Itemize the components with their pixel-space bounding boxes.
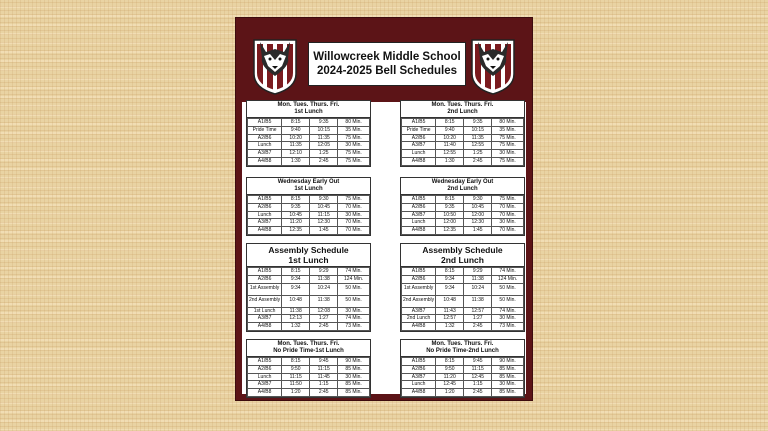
- end-time-cell: 9:29: [464, 268, 492, 276]
- end-time-cell: 11:35: [310, 134, 338, 142]
- duration-cell: 75 Min.: [492, 157, 524, 165]
- table-row: [248, 283, 370, 295]
- table-row: [248, 295, 370, 307]
- table-row: [402, 268, 524, 276]
- period-cell: Lunch: [402, 219, 436, 227]
- start-time-cell: 10:50: [436, 211, 464, 219]
- end-time-cell: 12:00: [464, 211, 492, 219]
- start-time-cell: 8:15: [282, 119, 310, 127]
- end-time-cell: 12:30: [464, 219, 492, 227]
- table-row: [248, 307, 370, 315]
- start-time-cell: 10:45: [282, 211, 310, 219]
- table-row: [248, 358, 370, 366]
- schedule-card: [400, 339, 525, 398]
- start-time-cell: 9:34: [282, 275, 310, 283]
- end-time-cell: 2:45: [310, 323, 338, 331]
- table-row: [402, 219, 524, 227]
- schedule-subheading: 1st Lunch: [288, 255, 329, 265]
- start-time-cell: 8:15: [282, 358, 310, 366]
- table-row: [248, 211, 370, 219]
- table-row: [248, 381, 370, 389]
- period-cell: A2/B6: [248, 365, 282, 373]
- start-time-cell: 10:48: [282, 295, 310, 307]
- start-time-cell: 11:35: [282, 142, 310, 150]
- period-cell: 2nd Assembly: [402, 295, 436, 307]
- end-time-cell: 9:35: [464, 119, 492, 127]
- start-time-cell: 9:34: [436, 275, 464, 283]
- end-time-cell: 9:45: [310, 358, 338, 366]
- duration-cell: 30 Min.: [338, 307, 370, 315]
- start-time-cell: 1:32: [282, 323, 310, 331]
- schedule-table: [401, 357, 524, 397]
- schedule-table: [247, 118, 370, 166]
- period-cell: A1/B5: [402, 196, 436, 204]
- table-row: [402, 381, 524, 389]
- period-cell: Lunch: [402, 150, 436, 158]
- end-time-cell: 11:35: [464, 134, 492, 142]
- table-row: [248, 119, 370, 127]
- table-row: [248, 219, 370, 227]
- period-cell: Lunch: [248, 373, 282, 381]
- period-cell: Pride Time: [402, 126, 436, 134]
- schedule-title: 2024-2025 Bell Schedules: [317, 65, 457, 77]
- duration-cell: 74 Min.: [338, 268, 370, 276]
- duration-cell: 75 Min.: [492, 134, 524, 142]
- end-time-cell: 1:25: [310, 150, 338, 158]
- end-time-cell: 9:45: [464, 358, 492, 366]
- period-cell: A1/B5: [248, 358, 282, 366]
- period-cell: A4/B8: [248, 389, 282, 397]
- start-time-cell: 8:15: [436, 358, 464, 366]
- start-time-cell: 9:34: [436, 283, 464, 295]
- period-cell: A2/B6: [248, 134, 282, 142]
- schedule-title: [247, 178, 370, 195]
- duration-cell: 70 Min.: [338, 227, 370, 235]
- start-time-cell: 8:15: [436, 268, 464, 276]
- duration-cell: 85 Min.: [338, 381, 370, 389]
- end-time-cell: 2:45: [464, 323, 492, 331]
- table-row: [402, 307, 524, 315]
- table-row: [248, 275, 370, 283]
- duration-cell: 75 Min.: [338, 150, 370, 158]
- table-row: [248, 227, 370, 235]
- duration-cell: 85 Min.: [492, 365, 524, 373]
- duration-cell: 80 Min.: [492, 119, 524, 127]
- schedule-title: [247, 244, 370, 267]
- period-cell: A3/B7: [402, 211, 436, 219]
- start-time-cell: 9:50: [282, 365, 310, 373]
- table-row: [248, 315, 370, 323]
- start-time-cell: 9:50: [436, 365, 464, 373]
- start-time-cell: 9:40: [282, 126, 310, 134]
- schedule-table: [401, 118, 524, 166]
- table-row: [248, 268, 370, 276]
- duration-cell: 50 Min.: [338, 295, 370, 307]
- duration-cell: 85 Min.: [492, 389, 524, 397]
- start-time-cell: 10:48: [436, 295, 464, 307]
- duration-cell: 30 Min.: [492, 150, 524, 158]
- end-time-cell: 2:45: [310, 389, 338, 397]
- end-time-cell: 1:15: [310, 381, 338, 389]
- schedule-title: [247, 340, 370, 357]
- schedule-table: [401, 195, 524, 235]
- period-cell: A3/B7: [248, 219, 282, 227]
- duration-cell: 74 Min.: [338, 315, 370, 323]
- start-time-cell: 9:34: [282, 283, 310, 295]
- schedule-table: [401, 267, 524, 331]
- end-time-cell: 11:38: [464, 275, 492, 283]
- start-time-cell: 8:15: [436, 119, 464, 127]
- schedule-heading: Mon. Tues. Thurs. Fri.: [431, 341, 494, 347]
- end-time-cell: 2:45: [464, 157, 492, 165]
- start-time-cell: 10:20: [282, 134, 310, 142]
- duration-cell: 75 Min.: [492, 196, 524, 204]
- end-time-cell: 10:45: [464, 203, 492, 211]
- schedule-heading: Mon. Tues. Thurs. Fri.: [277, 341, 340, 347]
- end-time-cell: 9:30: [464, 196, 492, 204]
- header-band: [242, 24, 526, 102]
- table-row: [402, 358, 524, 366]
- start-time-cell: 1:20: [282, 389, 310, 397]
- schedule-subheading: 1st Lunch: [294, 186, 323, 192]
- duration-cell: 75 Min.: [338, 196, 370, 204]
- schedule-heading: Mon. Tues. Thurs. Fri.: [277, 102, 340, 108]
- start-time-cell: 11:15: [282, 373, 310, 381]
- duration-cell: 50 Min.: [492, 283, 524, 295]
- period-cell: A3/B7: [402, 373, 436, 381]
- table-row: [402, 150, 524, 158]
- end-time-cell: 10:24: [464, 283, 492, 295]
- table-row: [248, 134, 370, 142]
- start-time-cell: 11:50: [282, 381, 310, 389]
- table-row: [402, 283, 524, 295]
- end-time-cell: 1:45: [310, 227, 338, 235]
- duration-cell: 73 Min.: [338, 323, 370, 331]
- duration-cell: 75 Min.: [338, 157, 370, 165]
- duration-cell: 124 Min.: [492, 275, 524, 283]
- end-time-cell: 1:27: [464, 315, 492, 323]
- start-time-cell: 12:55: [436, 150, 464, 158]
- start-time-cell: 8:15: [282, 196, 310, 204]
- period-cell: A4/B8: [248, 227, 282, 235]
- period-cell: 2nd Lunch: [402, 315, 436, 323]
- duration-cell: 30 Min.: [338, 373, 370, 381]
- period-cell: A4/B8: [248, 157, 282, 165]
- schedule-card: [246, 339, 371, 398]
- end-time-cell: 11:15: [310, 365, 338, 373]
- end-time-cell: 2:45: [310, 157, 338, 165]
- duration-cell: 30 Min.: [492, 315, 524, 323]
- schedule-subheading: No Pride Time-1st Lunch: [273, 348, 344, 354]
- duration-cell: 74 Min.: [492, 307, 524, 315]
- schedule-table: [247, 267, 370, 331]
- table-row: [402, 203, 524, 211]
- period-cell: 1st Lunch: [248, 307, 282, 315]
- start-time-cell: 1:20: [436, 389, 464, 397]
- end-time-cell: 10:15: [310, 126, 338, 134]
- table-row: [402, 373, 524, 381]
- end-time-cell: 12:05: [310, 142, 338, 150]
- duration-cell: 85 Min.: [492, 373, 524, 381]
- period-cell: 2nd Assembly: [248, 295, 282, 307]
- start-time-cell: 8:15: [436, 196, 464, 204]
- schedule-card: [400, 100, 525, 167]
- duration-cell: 70 Min.: [492, 211, 524, 219]
- table-row: [402, 196, 524, 204]
- schedule-card: [400, 243, 525, 332]
- start-time-cell: 10:20: [436, 134, 464, 142]
- period-cell: A2/B6: [402, 275, 436, 283]
- schedule-subheading: 2nd Lunch: [447, 109, 478, 115]
- period-cell: Pride Time: [248, 126, 282, 134]
- period-cell: A1/B5: [402, 358, 436, 366]
- schedule-card: [246, 177, 371, 236]
- schedule-card: [400, 177, 525, 236]
- end-time-cell: 9:29: [310, 268, 338, 276]
- duration-cell: 70 Min.: [338, 203, 370, 211]
- duration-cell: 30 Min.: [492, 219, 524, 227]
- duration-cell: 124 Min.: [338, 275, 370, 283]
- schedule-subheading: 2nd Lunch: [447, 186, 478, 192]
- schedule-table: [247, 357, 370, 397]
- end-time-cell: 11:45: [310, 373, 338, 381]
- start-time-cell: 9:35: [436, 203, 464, 211]
- start-time-cell: 12:00: [436, 219, 464, 227]
- period-cell: A2/B6: [248, 275, 282, 283]
- end-time-cell: 10:24: [310, 283, 338, 295]
- table-row: [248, 365, 370, 373]
- start-time-cell: 12:13: [282, 315, 310, 323]
- schedule-subheading: 2nd Lunch: [441, 255, 484, 265]
- duration-cell: 70 Min.: [338, 219, 370, 227]
- start-time-cell: 11:43: [436, 307, 464, 315]
- period-cell: A1/B5: [248, 119, 282, 127]
- table-row: [402, 119, 524, 127]
- end-time-cell: 11:38: [310, 275, 338, 283]
- period-cell: A4/B8: [402, 227, 436, 235]
- end-time-cell: 10:15: [464, 126, 492, 134]
- duration-cell: 30 Min.: [338, 211, 370, 219]
- period-cell: A1/B5: [248, 268, 282, 276]
- table-row: [248, 150, 370, 158]
- end-time-cell: 12:57: [464, 307, 492, 315]
- table-row: [402, 157, 524, 165]
- period-cell: A4/B8: [402, 157, 436, 165]
- table-row: [248, 157, 370, 165]
- end-time-cell: 9:30: [310, 196, 338, 204]
- duration-cell: 85 Min.: [338, 389, 370, 397]
- period-cell: A3/B7: [402, 142, 436, 150]
- duration-cell: 50 Min.: [338, 283, 370, 295]
- schedule-title: [401, 244, 524, 267]
- duration-cell: 30 Min.: [338, 142, 370, 150]
- start-time-cell: 12:10: [282, 150, 310, 158]
- end-time-cell: 10:45: [310, 203, 338, 211]
- start-time-cell: 9:35: [282, 203, 310, 211]
- table-row: [248, 142, 370, 150]
- end-time-cell: 11:15: [464, 365, 492, 373]
- table-row: [248, 389, 370, 397]
- duration-cell: 35 Min.: [338, 126, 370, 134]
- table-row: [402, 365, 524, 373]
- table-row: [402, 323, 524, 331]
- period-cell: 1st Assembly: [248, 283, 282, 295]
- end-time-cell: 1:45: [464, 227, 492, 235]
- duration-cell: 90 Min.: [492, 358, 524, 366]
- period-cell: A1/B5: [248, 196, 282, 204]
- duration-cell: 74 Min.: [492, 268, 524, 276]
- period-cell: A2/B6: [248, 203, 282, 211]
- end-time-cell: 12:45: [464, 373, 492, 381]
- table-row: [402, 315, 524, 323]
- schedule-heading: Wednesday Early Out: [277, 179, 340, 185]
- table-row: [402, 134, 524, 142]
- table-row: [402, 227, 524, 235]
- duration-cell: 73 Min.: [492, 323, 524, 331]
- table-row: [402, 126, 524, 134]
- end-time-cell: 1:27: [310, 315, 338, 323]
- schedule-title: [401, 178, 524, 195]
- period-cell: A2/B6: [402, 365, 436, 373]
- schedule-heading: Wednesday Early Out: [431, 179, 494, 185]
- period-cell: Lunch: [402, 381, 436, 389]
- schedule-title: [401, 101, 524, 118]
- start-time-cell: 1:32: [436, 323, 464, 331]
- duration-cell: 70 Min.: [492, 227, 524, 235]
- start-time-cell: 12:35: [436, 227, 464, 235]
- duration-cell: 70 Min.: [492, 203, 524, 211]
- end-time-cell: 12:55: [464, 142, 492, 150]
- start-time-cell: 12:57: [436, 315, 464, 323]
- end-time-cell: 9:35: [310, 119, 338, 127]
- schedule-subheading: 1st Lunch: [294, 109, 323, 115]
- title-box: [308, 42, 466, 86]
- table-row: [402, 211, 524, 219]
- wolf-mascot-logo-icon: [468, 36, 518, 96]
- end-time-cell: 12:08: [310, 307, 338, 315]
- start-time-cell: 1:30: [282, 157, 310, 165]
- period-cell: A1/B5: [402, 119, 436, 127]
- table-row: [402, 142, 524, 150]
- table-row: [248, 203, 370, 211]
- period-cell: A2/B6: [402, 134, 436, 142]
- start-time-cell: 8:15: [282, 268, 310, 276]
- end-time-cell: 1:15: [464, 381, 492, 389]
- end-time-cell: 12:30: [310, 219, 338, 227]
- period-cell: A1/B5: [402, 268, 436, 276]
- table-row: [402, 389, 524, 397]
- duration-cell: 75 Min.: [338, 134, 370, 142]
- start-time-cell: 11:40: [436, 142, 464, 150]
- schedule-subheading: No Pride Time-2nd Lunch: [426, 348, 499, 354]
- start-time-cell: 11:38: [282, 307, 310, 315]
- schedule-heading: Assembly Schedule: [422, 245, 503, 255]
- period-cell: A4/B8: [402, 323, 436, 331]
- start-time-cell: 9:40: [436, 126, 464, 134]
- schedule-card: [246, 243, 371, 332]
- period-cell: A3/B7: [402, 307, 436, 315]
- end-time-cell: 11:38: [310, 295, 338, 307]
- table-row: [248, 196, 370, 204]
- period-cell: Lunch: [248, 211, 282, 219]
- schedule-heading: Mon. Tues. Thurs. Fri.: [431, 102, 494, 108]
- table-row: [248, 373, 370, 381]
- period-cell: A4/B8: [248, 323, 282, 331]
- end-time-cell: 2:45: [464, 389, 492, 397]
- table-row: [402, 295, 524, 307]
- school-name: Willowcreek Middle School: [313, 51, 461, 63]
- bell-schedule-poster: [236, 18, 532, 400]
- duration-cell: 90 Min.: [338, 358, 370, 366]
- poster-page: [242, 24, 526, 394]
- duration-cell: 75 Min.: [492, 142, 524, 150]
- period-cell: A3/B7: [248, 150, 282, 158]
- start-time-cell: 11:20: [436, 373, 464, 381]
- schedule-title: [247, 101, 370, 118]
- period-cell: 1st Assembly: [402, 283, 436, 295]
- table-row: [248, 126, 370, 134]
- wolf-mascot-logo-icon: [250, 36, 300, 96]
- table-row: [248, 323, 370, 331]
- period-cell: A3/B7: [248, 315, 282, 323]
- end-time-cell: 1:25: [464, 150, 492, 158]
- start-time-cell: 12:45: [436, 381, 464, 389]
- schedule-title: [401, 340, 524, 357]
- start-time-cell: 11:20: [282, 219, 310, 227]
- end-time-cell: 11:15: [310, 211, 338, 219]
- schedule-card: [246, 100, 371, 167]
- duration-cell: 35 Min.: [492, 126, 524, 134]
- period-cell: Lunch: [248, 142, 282, 150]
- period-cell: A3/B7: [248, 381, 282, 389]
- duration-cell: 80 Min.: [338, 119, 370, 127]
- start-time-cell: 12:35: [282, 227, 310, 235]
- schedule-table: [247, 195, 370, 235]
- end-time-cell: 11:38: [464, 295, 492, 307]
- duration-cell: 30 Min.: [492, 381, 524, 389]
- start-time-cell: 1:30: [436, 157, 464, 165]
- period-cell: A2/B6: [402, 203, 436, 211]
- duration-cell: 50 Min.: [492, 295, 524, 307]
- table-row: [402, 275, 524, 283]
- duration-cell: 85 Min.: [338, 365, 370, 373]
- period-cell: A4/B8: [402, 389, 436, 397]
- schedule-heading: Assembly Schedule: [268, 245, 349, 255]
